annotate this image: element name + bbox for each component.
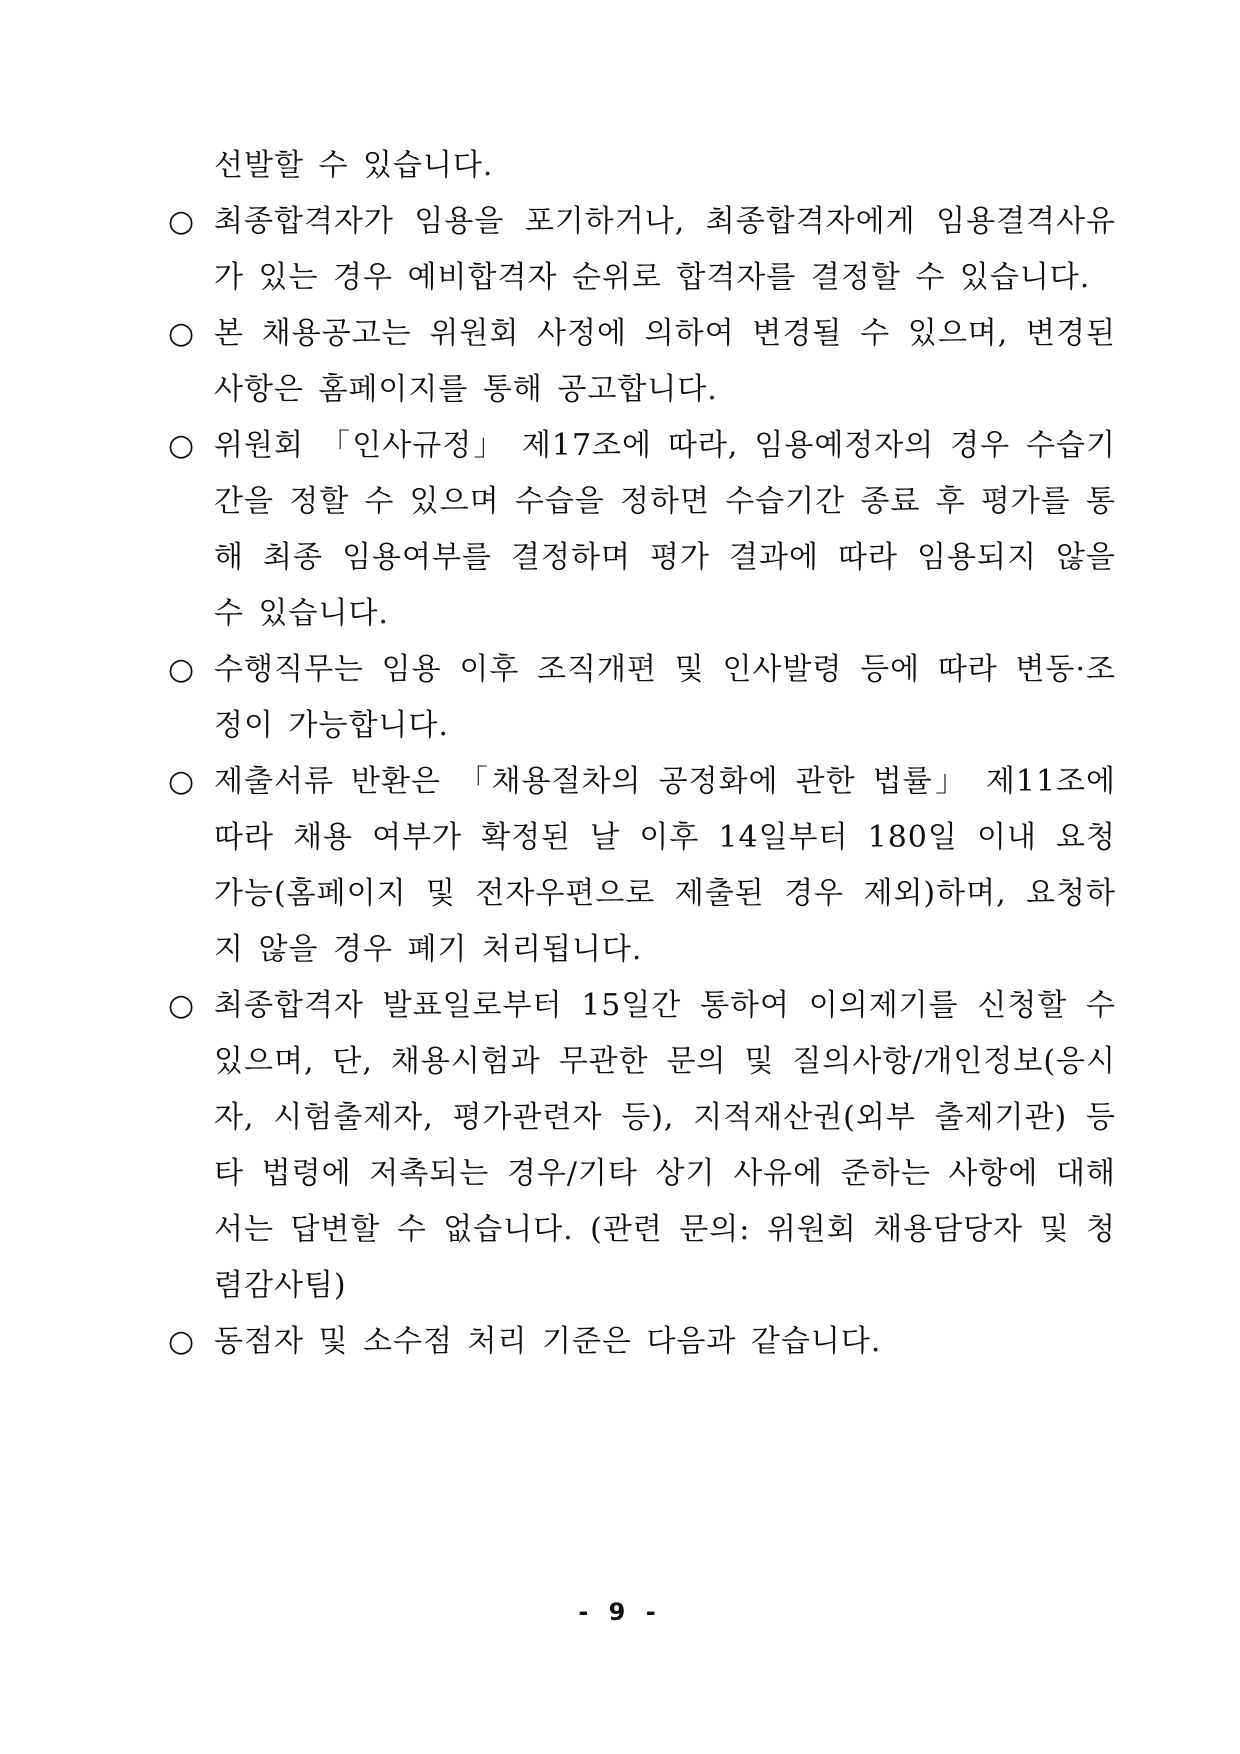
list-item — [168, 642, 1116, 754]
document-body — [168, 138, 1116, 1370]
page-number: - 9 - — [578, 1598, 662, 1626]
bullet-circle-icon: ○ — [168, 764, 195, 799]
bullet-circle-icon: ○ — [168, 988, 195, 1023]
bullet-circle-icon: ○ — [168, 1324, 195, 1359]
list-item-text: 동점자 및 소수점 처리 기준은 다음과 같습니다. — [214, 1324, 882, 1359]
list-item-text: 제출서류 반환은 「채용절차의 공정화에 관한 법률」 제11조에 따라 채용 여부가 확정된 날 이후 14일부터 180일 이내 요청 가능(홈페이지 및 전자우편으로 제출된 경우 제외)하며, 요청하지 않을 경우 폐기 처리됩니다. — [214, 764, 1116, 967]
list-item-text: 본 채용공고는 위원회 사정에 의하여 변경될 수 있으며, 변경된 사항은 홈페이지를 통해 공고합니다. — [214, 316, 1116, 407]
bullet-circle-icon: ○ — [168, 428, 195, 463]
continuation-paragraph: 선발할 수 있습니다. — [214, 148, 494, 183]
list-item — [168, 306, 1116, 418]
list-item — [168, 1314, 1116, 1370]
list-item-text: 위원회 「인사규정」 제17조에 따라, 임용예정자의 경우 수습기간을 정할 수 있으며 수습을 정하면 수습기간 종료 후 평가를 통해 최종 임용여부를 결정하며 평가 결과에 따라 임용되지 않을 수 있습니다. — [214, 428, 1116, 631]
bullet-circle-icon: ○ — [168, 316, 195, 351]
bullet-circle-icon: ○ — [168, 204, 195, 239]
bullet-circle-icon: ○ — [168, 652, 195, 687]
list-item — [168, 978, 1116, 1314]
list-item-text: 최종합격자 발표일로부터 15일간 통하여 이의제기를 신청할 수 있으며, 단, 채용시험과 무관한 문의 및 질의사항/개인정보(응시자, 시험출제자, 평가관련자 등), 지적재산권(외부 출제기관) 등 타 법령에 저촉되는 경우/기타 상기 사유에 준하는 사항에 대해서는 답변할 수 없습니다. (관련 문의: 위원회 채용담당자 및 청렴감사팀) — [214, 988, 1116, 1303]
list-item — [168, 194, 1116, 306]
list-item — [168, 754, 1116, 978]
list-item-text: 수행직무는 임용 이후 조직개편 및 인사발령 등에 따라 변동·조정이 가능합니다. — [214, 652, 1116, 743]
list-item — [168, 418, 1116, 642]
list-item-text: 최종합격자가 임용을 포기하거나, 최종합격자에게 임용결격사유가 있는 경우 예비합격자 순위로 합격자를 결정할 수 있습니다. — [214, 204, 1116, 295]
